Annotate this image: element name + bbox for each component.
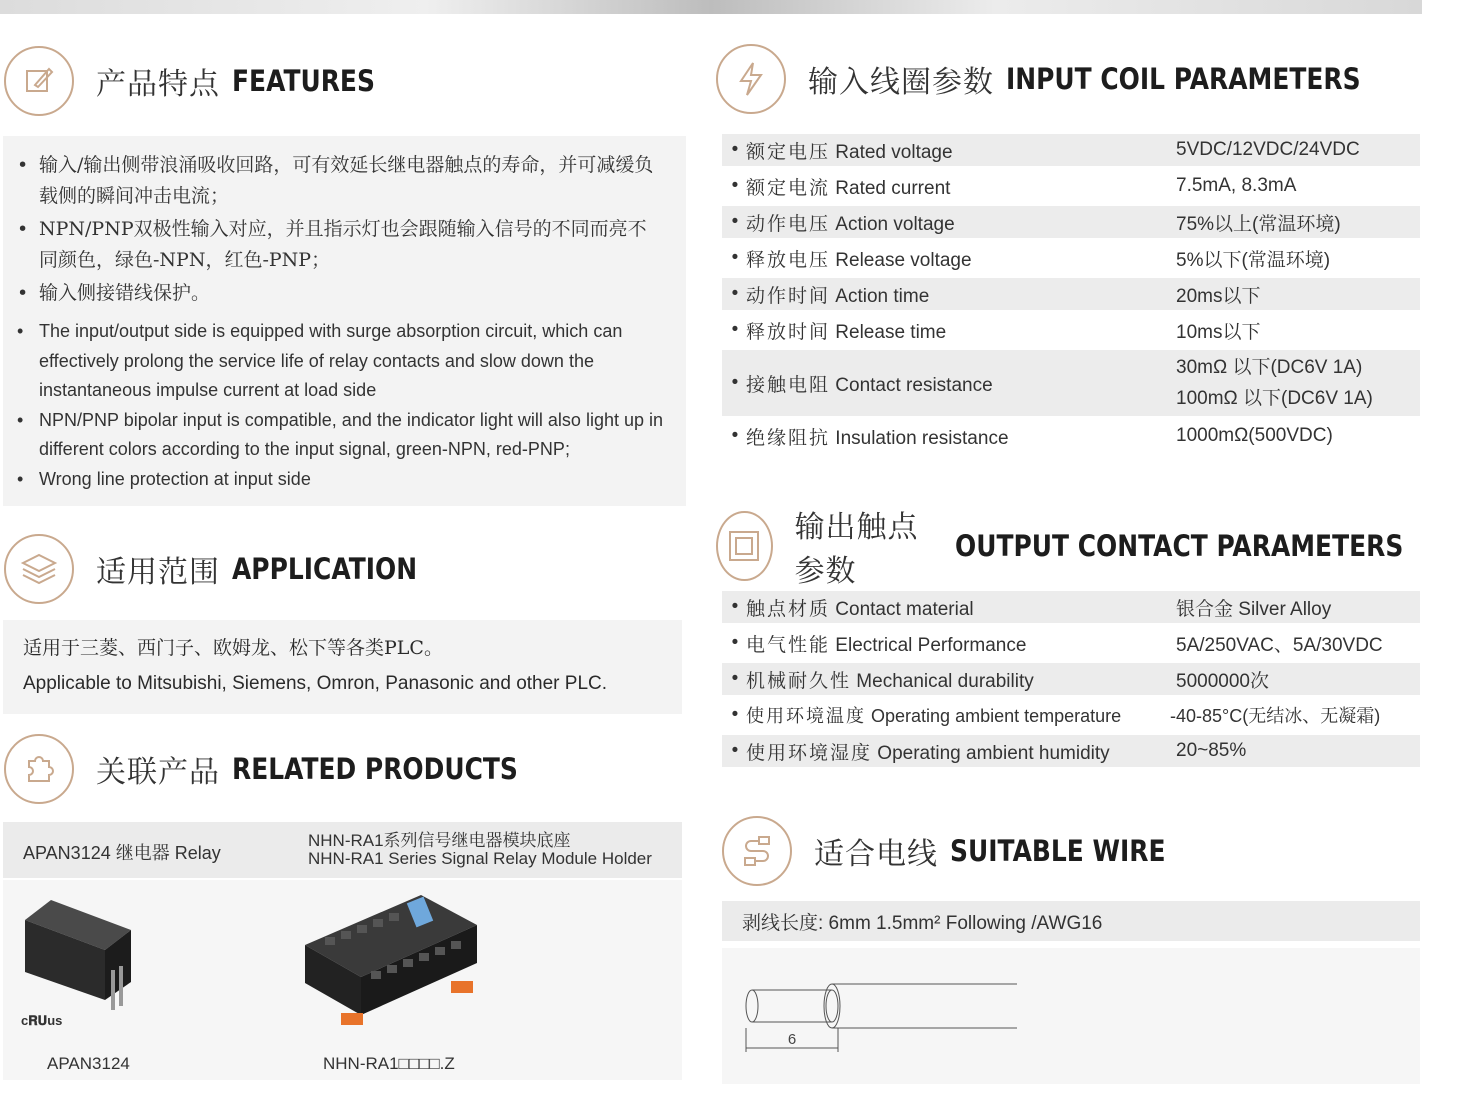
param-row: • 额定电压 Rated voltage 5VDC/12VDC/24VDC bbox=[722, 134, 1420, 166]
param-row: • 机械耐久性 Mechanical durability 5000000次 bbox=[722, 663, 1420, 695]
square-icon bbox=[716, 511, 773, 581]
param-key-zh: 释放时间 bbox=[746, 320, 831, 343]
top-banner-strip bbox=[0, 0, 1422, 14]
param-key-en: Mechanical durability bbox=[856, 670, 1034, 692]
param-row: • 绝缘阻抗 Insulation resistance 1000mΩ(500VDC) bbox=[722, 420, 1420, 452]
param-row: • 接触电阻 Contact resistance 30mΩ 以下(DC6V 1A) 100mΩ 以下(DC6V 1A) bbox=[722, 350, 1420, 416]
edit-icon bbox=[4, 46, 74, 116]
wire-strip-drawing bbox=[742, 978, 1042, 1058]
ul-cert-mark: c𝐑𝐔us bbox=[21, 1013, 63, 1028]
wire-title-en: SUITABLE WIRE bbox=[950, 834, 1166, 868]
features-panel bbox=[3, 136, 686, 506]
param-value: 20ms以下 bbox=[1176, 285, 1261, 307]
feature-item-zh-2: • NPN/PNP双极性输入对应，并且指示灯也会跟随输入信号的不同而亮不同颜色，绿色-NPN，红色-PNP； bbox=[17, 214, 649, 276]
holder-label-en: NHN-RA1 Series Signal Relay Module Holder bbox=[308, 849, 652, 868]
wire-title-zh: 适合电线 bbox=[814, 837, 938, 872]
param-key-zh: 接触电阻 bbox=[746, 373, 831, 396]
param-value: 5%以下(常温环境) bbox=[1176, 249, 1331, 271]
param-key-zh: 使用环境湿度 bbox=[746, 741, 873, 764]
param-row: • 额定电流 Rated current 7.5mA, 8.3mA bbox=[722, 170, 1420, 202]
wire-diagram bbox=[722, 948, 1420, 1084]
related-products-header-bar bbox=[3, 822, 682, 878]
feature-item-zh-3: • 输入侧接错线保护。 bbox=[17, 278, 686, 309]
input-coil-table bbox=[722, 134, 1420, 452]
param-row: • 电气性能 Electrical Performance 5A/250VAC、5A/30VDC bbox=[722, 627, 1420, 659]
param-key-zh: 额定电压 bbox=[746, 140, 831, 163]
param-key-zh: 使用环境温度 bbox=[746, 706, 866, 727]
related-title-zh: 关联产品 bbox=[96, 755, 220, 790]
param-key-en: Rated current bbox=[835, 177, 951, 199]
features-header bbox=[4, 46, 398, 116]
param-key-en: Operating ambient humidity bbox=[877, 742, 1110, 764]
application-header bbox=[4, 534, 447, 604]
holder-caption: NHN-RA1□□□□.Z bbox=[323, 1054, 455, 1073]
relay-label: APAN3124 继电器 Relay bbox=[23, 843, 221, 863]
param-value: 10ms以下 bbox=[1176, 321, 1261, 343]
param-row: • 释放时间 Release time 10ms以下 bbox=[722, 314, 1420, 346]
param-key-en: Action voltage bbox=[835, 213, 955, 235]
param-key-en: Insulation resistance bbox=[835, 427, 1009, 449]
param-value-2: 100mΩ 以下(DC6V 1A) bbox=[1176, 388, 1373, 409]
output-contact-title-zh: 输出触点参数 bbox=[794, 510, 919, 589]
param-row: • 动作时间 Action time 20ms以下 bbox=[722, 278, 1420, 310]
param-key-en: Contact resistance bbox=[835, 374, 993, 396]
param-key-en: Release voltage bbox=[835, 249, 972, 271]
param-value: 1000mΩ(500VDC) bbox=[1176, 425, 1333, 446]
output-contact-title-en: OUTPUT CONTACT PARAMETERS bbox=[954, 529, 1404, 563]
relay-caption: APAN3124 bbox=[47, 1054, 130, 1073]
holder-label-zh: NHN-RA1系列信号继电器模块底座 bbox=[308, 831, 571, 850]
related-header bbox=[4, 734, 564, 804]
application-panel bbox=[3, 620, 682, 714]
param-row: • 动作电压 Action voltage 75%以上(常温环境) bbox=[722, 206, 1420, 238]
param-key-en: Operating ambient temperature bbox=[871, 706, 1122, 726]
param-row: • 使用环境湿度 Operating ambient humidity 20~85% bbox=[722, 735, 1420, 767]
param-value: -40-85°C(无结冰、无凝霜) bbox=[1170, 706, 1381, 726]
param-key-en: Action time bbox=[835, 285, 930, 307]
wire-dimension-label: 6 bbox=[787, 1031, 797, 1048]
module-holder-image bbox=[301, 885, 481, 1045]
feature-item-zh-1: • 输入/输出侧带浪涌吸收回路，可有效延长继电器触点的寿命，并可减缓负载侧的瞬间冲击电流； bbox=[17, 150, 659, 212]
param-value: 30mΩ 以下(DC6V 1A) bbox=[1176, 357, 1363, 378]
layers-icon bbox=[4, 534, 74, 604]
param-key-zh: 绝缘阻抗 bbox=[746, 426, 831, 449]
application-text-en: Applicable to Mitsubishi, Siemens, Omron, Panasonic and other PLC. bbox=[23, 673, 608, 694]
application-title-zh: 适用范围 bbox=[96, 555, 220, 590]
puzzle-icon bbox=[4, 734, 74, 804]
param-value: 20~85% bbox=[1176, 740, 1247, 761]
param-value: 5000000次 bbox=[1176, 670, 1269, 692]
wire-spec-bar bbox=[722, 901, 1420, 941]
features-title-zh: 产品特点 bbox=[96, 67, 220, 102]
output-contact-header bbox=[716, 502, 1476, 590]
features-title-en: FEATURES bbox=[232, 64, 375, 98]
related-products-images bbox=[3, 880, 682, 1080]
param-row: • 使用环境温度 Operating ambient temperature -40-85°C(无结冰、无凝霜) bbox=[722, 699, 1420, 731]
param-key-zh: 动作电压 bbox=[746, 212, 831, 235]
wire-icon bbox=[722, 816, 792, 886]
lightning-icon bbox=[716, 44, 786, 114]
param-key-zh: 释放电压 bbox=[746, 248, 831, 271]
param-value: 5VDC/12VDC/24VDC bbox=[1176, 139, 1360, 160]
param-value: 5A/250VAC、5A/30VDC bbox=[1176, 634, 1383, 656]
feature-item-en-2: • NPN/PNP bipolar input is compatible, and the indicator light will also light up in different colors according to the input signal, green-NPN, red-PNP; bbox=[17, 406, 679, 465]
param-value: 银合金 Silver Alloy bbox=[1176, 598, 1332, 620]
param-value: 75%以上(常温环境) bbox=[1176, 213, 1341, 235]
application-text bbox=[3, 620, 682, 702]
param-key-zh: 额定电流 bbox=[746, 176, 831, 199]
param-row: • 释放电压 Release voltage 5%以下(常温环境) bbox=[722, 242, 1420, 274]
features-list bbox=[3, 136, 686, 495]
param-value: 7.5mA, 8.3mA bbox=[1176, 175, 1297, 196]
application-text-zh: 适用于三菱、西门子、欧姆龙、松下等各类PLC。 bbox=[23, 637, 443, 659]
param-key-zh: 动作时间 bbox=[746, 284, 831, 307]
param-key-zh: 触点材质 bbox=[746, 597, 831, 620]
param-key-en: Rated voltage bbox=[835, 141, 953, 163]
input-coil-header bbox=[716, 44, 1418, 114]
wire-spec: 剥线长度: 6mm 1.5mm² Following /AWG16 bbox=[742, 912, 1103, 934]
input-coil-title-zh: 输入线圈参数 bbox=[808, 65, 994, 100]
related-title-en: RELATED PRODUCTS bbox=[232, 752, 518, 786]
param-key-en: Electrical Performance bbox=[835, 634, 1027, 656]
application-title-en: APPLICATION bbox=[232, 552, 418, 586]
feature-item-en-3: • Wrong line protection at input side bbox=[17, 465, 686, 495]
input-coil-title-en: INPUT COIL PARAMETERS bbox=[1006, 62, 1361, 96]
feature-item-en-1: • The input/output side is equipped with surge absorption circuit, which can effectively prolong the service life of relay contacts and slow down the instantaneous impulse current at load side bbox=[17, 317, 639, 406]
param-key-zh: 电气性能 bbox=[746, 633, 831, 656]
output-contact-table bbox=[722, 591, 1420, 767]
param-key-zh: 机械耐久性 bbox=[746, 669, 852, 692]
wire-header bbox=[722, 816, 1201, 886]
param-key-en: Contact material bbox=[835, 598, 974, 620]
param-row: • 触点材质 Contact material 银合金 Silver Alloy bbox=[722, 591, 1420, 623]
param-key-en: Release time bbox=[835, 321, 947, 343]
